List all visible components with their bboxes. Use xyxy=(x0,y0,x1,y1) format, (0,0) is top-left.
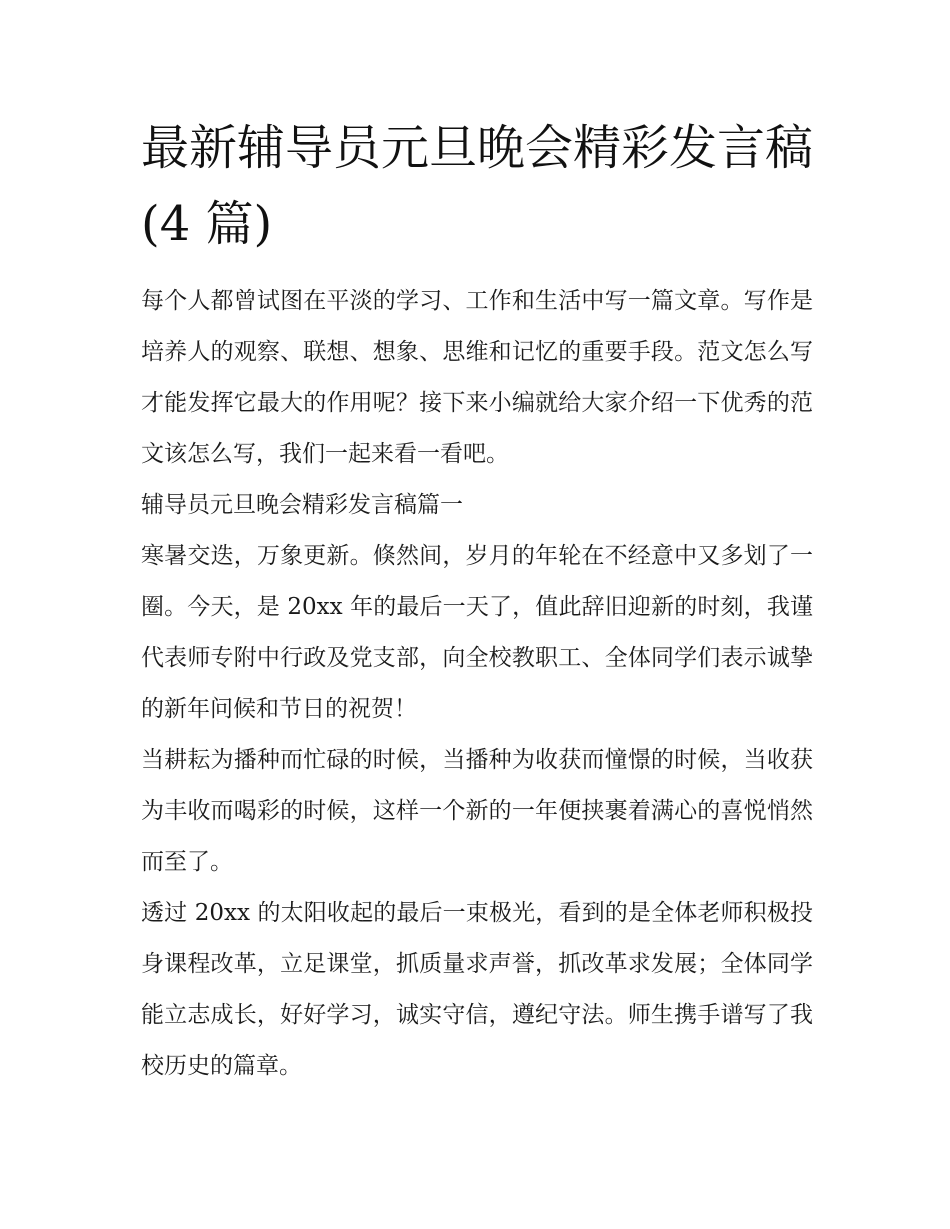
section-heading: 辅导员元旦晚会精彩发言稿篇一 xyxy=(141,492,463,518)
body-paragraph-2: 当耕耘为播种而忙碌的时候，当播种为收获而憧憬的时候，当收获为丰收而喝彩的时候，这样一个新的一年便挟裹着满心的喜悦悄然而至了。 xyxy=(141,747,813,875)
document-body xyxy=(141,276,813,1092)
intro-paragraph: 每个人都曾试图在平淡的学习、工作和生活中写一篇文章。写作是培养人的观察、联想、想象、思维和记忆的重要手段。范文怎么写才能发挥它最大的作用呢？接下来小编就给大家介绍一下优秀的范文该怎么写，我们一起来看一看吧。 xyxy=(141,288,813,467)
document-content xyxy=(141,110,813,1092)
body-paragraph-1: 寒暑交迭，万象更新。倏然间，岁月的年轮在不经意中又多划了一圈。今天，是 20xx 年的最后一天了，值此辞旧迎新的时刻，我谨代表师专附中行政及党支部，向全校教职工、全体同学们表示诚挚的新年问候和节日的祝贺！ xyxy=(141,543,813,722)
document-title: 最新辅导员元旦晚会精彩发言稿(4 篇) xyxy=(141,120,814,252)
body-paragraph-3: 透过 20xx 的太阳收起的最后一束极光，看到的是全体老师积极投身课程改革，立足课堂，抓质量求声誉，抓改革求发展；全体同学能立志成长，好好学习，诚实守信，遵纪守法。师生携手谱写了我校历史的篇章。 xyxy=(141,900,813,1079)
